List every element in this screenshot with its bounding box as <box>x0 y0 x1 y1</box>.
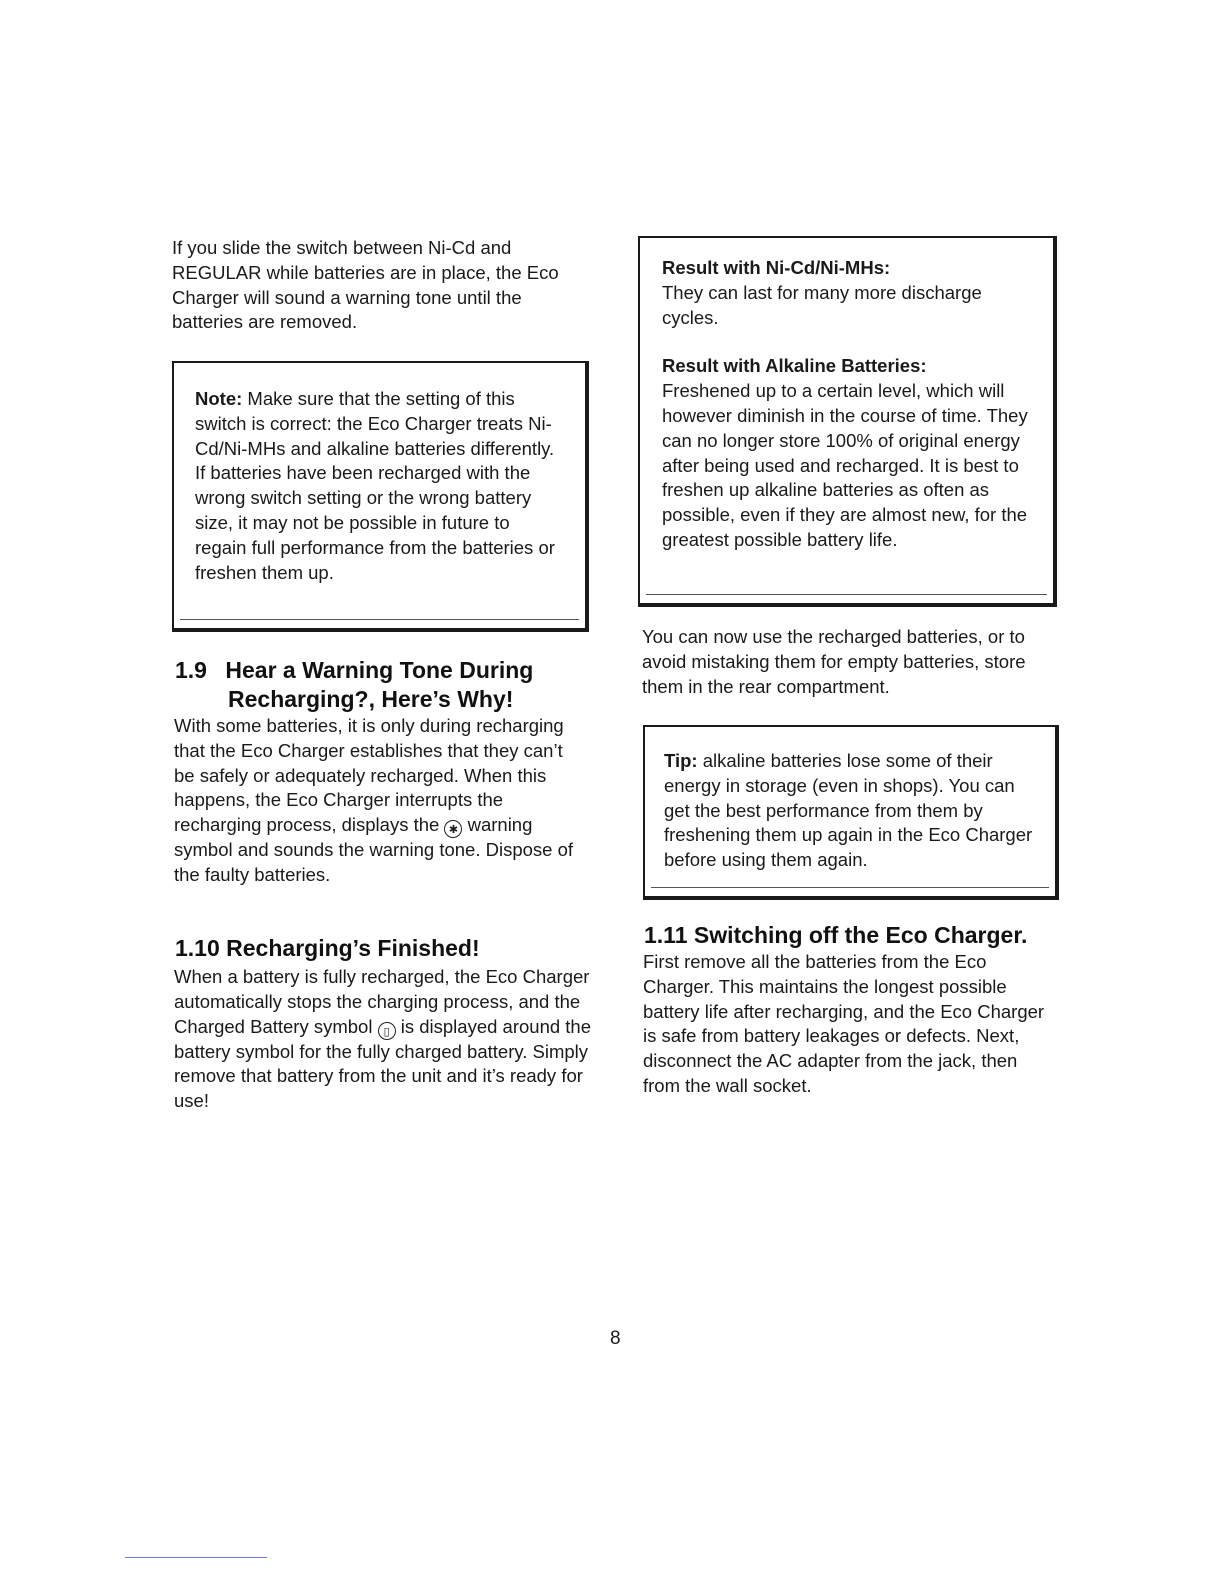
warning-symbol-icon: ✱ <box>444 820 462 838</box>
footnote-rule <box>125 1557 267 1558</box>
charged-battery-symbol-icon: ▯ <box>378 1022 396 1040</box>
note-box <box>172 361 589 632</box>
section-1-10-text <box>174 965 594 1114</box>
section-1-9-title-line2: Recharging?, Here’s Why! <box>228 686 514 712</box>
results-box <box>638 236 1057 607</box>
use-batteries-paragraph: You can now use the recharged batteries, or to avoid mistaking them for empty batteries, store them in the rear compartment. <box>642 626 1026 697</box>
tip-content <box>664 749 1036 873</box>
section-1-10-text-b: is displayed around the battery symbol for the fully charged battery. Simply remove that battery from the unit and it’s ready for use! <box>174 1015 591 1112</box>
section-1-9-text <box>174 714 584 888</box>
note-text: Make sure that the setting of this switch is correct: the Eco Charger treats Ni-Cd/Ni-MHs and alkaline batteries differently. If batteries have been recharged with the wrong switch setting or the wrong battery size, it may not be possible in future to regain full performance from the batteries or freshen them up. <box>195 388 555 583</box>
intro-paragraph: If you slide the switch between Ni-Cd and REGULAR while batteries are in place, the Eco Charger will sound a warning tone until the batteries are removed. <box>172 237 559 333</box>
result-alkaline-text: Freshened up to a certain level, which will however diminish in the course of time. They can no longer store 100% of original energy after being used and recharged. It is best to freshen up alkaline batteries as often as possible, even if they are almost new, for the greatest possible battery life. <box>662 380 1028 550</box>
section-1-9-heading <box>175 656 595 714</box>
result-alkaline-label: Result with Alkaline Batteries: <box>662 355 927 377</box>
note-box-rule <box>180 619 579 620</box>
section-1-9-text-a: With some batteries, it is only during recharging that the Eco Charger establishes that they can’t be safely or adequately recharged. When this happens, the Eco Charger interrupts the recharging process, displays the <box>174 715 564 836</box>
tip-box <box>643 725 1059 900</box>
tip-box-rule <box>651 887 1049 888</box>
results-content <box>662 256 1034 553</box>
result-nicd-label: Result with Ni-Cd/Ni-MHs: <box>662 257 891 278</box>
note-content <box>195 387 565 585</box>
section-1-11-text: First remove all the batteries from the Eco Charger. This maintains the longest possible battery life after recharging, and the Eco Charger is safe from battery leakages or defects. Next, disconnect the AC adapter from the jack, then from the wall socket. <box>643 951 1045 1096</box>
section-1-10-text-a: When a battery is fully recharged, the Eco Charger automatically stops the charging process, and the Charged Battery symbol <box>174 966 590 1037</box>
section-1-10-heading: 1.10 Recharging’s Finished! <box>175 935 480 961</box>
result-nicd-text: They can last for many more discharge cycles. <box>662 281 982 328</box>
note-label: Note: <box>195 388 243 409</box>
section-1-11-heading: 1.11 Switching off the Eco Charger. <box>644 922 1028 948</box>
section-1-9-number: 1.9 <box>175 657 207 683</box>
tip-label: Tip: <box>664 750 698 771</box>
tip-text: alkaline batteries lose some of their energy in storage (even in shops). You can get the best performance from them by freshening them up again in the Eco Charger before using them again. <box>664 750 1033 871</box>
page-number: 8 <box>610 1328 621 1349</box>
results-box-rule <box>646 594 1047 595</box>
section-1-9-text-b: warning symbol and sounds the warning tone. Dispose of the faulty batteries. <box>174 814 574 885</box>
section-1-9-title-line1: Hear a Warning Tone During <box>225 657 534 683</box>
